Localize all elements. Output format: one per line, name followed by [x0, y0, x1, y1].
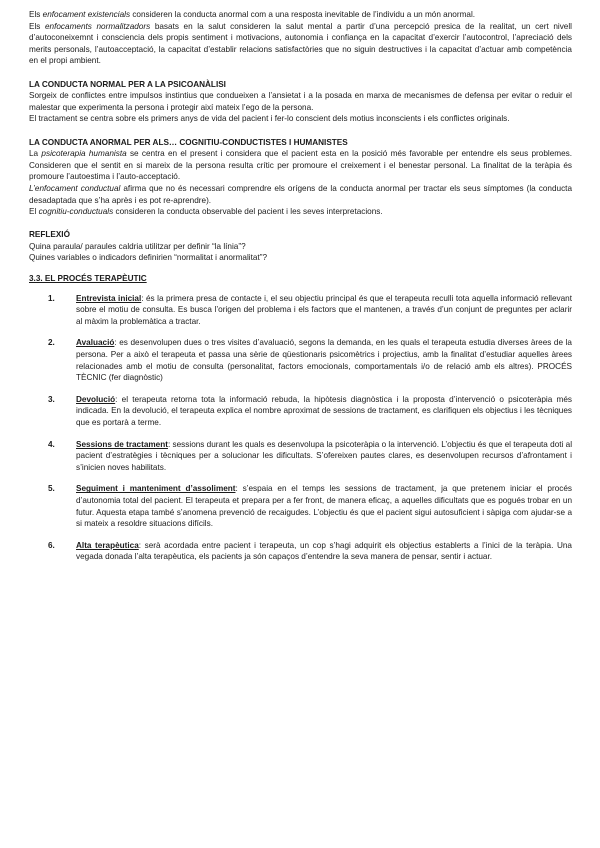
- intro-paragraph-existencials: [29, 9, 572, 21]
- text: La: [29, 149, 42, 159]
- reflexio-question-1: Quina paraula/ paraules caldria utilitzar per definir “la línia”?: [29, 241, 246, 251]
- cog-paragraph-conductual: [29, 183, 572, 206]
- heading-cognitiu: LA CONDUCTA ANORMAL PER ALS… COGNITIU-CONDUCTISTES I HUMANISTES: [29, 137, 348, 147]
- text: consideren la conducta anormal com a una resposta inevitable de l’individu a un món anormal.: [130, 10, 476, 19]
- text: Els: [29, 10, 43, 19]
- step-term: Alta terapèutica: [76, 540, 139, 550]
- step-term: Sessions de tractament: [76, 439, 168, 449]
- psico-paragraph-2: El tractament se centra sobre els primers anys de vida del pacient i fer-lo conscient dels motius inconscients i els conflictes originals.: [29, 114, 510, 124]
- text: consideren la conducta observable del pacient i les seves interpretacions.: [113, 207, 383, 217]
- list-number: 3.: [48, 394, 55, 404]
- text: Els: [29, 21, 45, 31]
- heading-reflexio: REFLEXIÓ: [29, 230, 70, 240]
- text: afirma que no és necessari comprendre els orígens de la conducta anormal per tractar els seus símptomes (la conducta desadaptada que s’ha après i es pot re-aprendre).: [29, 183, 572, 205]
- list-number: 5.: [48, 484, 55, 494]
- cog-paragraph-humanista: [29, 148, 572, 183]
- section-title: 3.3. EL PROCÉS TERAPÈUTIC: [29, 274, 147, 284]
- text: basats en la salut consideren la salut mental a partir d’una percepció presica de la realitat, un cert nivell d’autoconeixemnt i consciencia dels propis sentiment i motivacions, autonomia i confiança en la capacitat d’exercir l’autocontrol, l’apreciació dels merits personals, l’autoacceptació, la capacitat d’establir relacions satisfactòries que no siguin destructives i la capacitat d’actuar amb competència en el propi ambient.: [29, 21, 572, 66]
- reflexio-question-2: Quines variables o indicadors definirien “normalitat i anormalitat”?: [29, 253, 268, 263]
- term-normalitzadors: enfocaments normalitzadors: [45, 21, 151, 31]
- step-text: : és la primera presa de contacte i, el seu objectiu principal és que el terapeuta reculli tota aquella informació rellevant sobre el motiu de consulta. Es busca l’origen del problema i els factors que el mantenen, a través d’un conjunt de preguntes per aclarir al màxim la problemàtica a tractar.: [76, 293, 572, 326]
- step-term: Devolució: [76, 394, 116, 404]
- term-existencials: enfocament existencials: [42, 10, 131, 19]
- list-number: 4.: [48, 439, 55, 449]
- list-item: [29, 540, 572, 563]
- list-item: [29, 439, 572, 474]
- term-humanista: psicoterapia humanista: [41, 149, 127, 159]
- list-number: 1.: [48, 293, 55, 303]
- term-conductual: L’enfocament conductual: [29, 183, 121, 193]
- list-item: [29, 394, 572, 429]
- step-text: : el terapeuta retorna tota la informació rebuda, la hipòtesis diagnòstica i la proposta d’intervenció o psicoteràpia més indicada. En la devolució, el terapeuta explica el nombre aproximat de sessions de tractament, es clarifiquen els objectius i les tècniques que es portarà a terme.: [76, 394, 572, 427]
- list-number: 6.: [48, 540, 55, 550]
- list-item: [29, 293, 572, 328]
- step-term: Entrevista inicial: [76, 293, 142, 303]
- list-item: [29, 337, 572, 383]
- list-number: 2.: [48, 338, 55, 348]
- text: se centra en el present i considera que el pacient esta en la posició més favorable per entendre els seus problemes. Consideren que el sentit en si mareix de la persona resulta crític per promoure el creixement i el benestar personal. La finalitat de la teràpia és promoure l’autoestima i l’auto-acceptació.: [29, 149, 572, 182]
- heading-psicoanalisi: LA CONDUCTA NORMAL PER A LA PSICOANÀLISI: [29, 79, 226, 89]
- cog-paragraph-cognitiu: [29, 206, 572, 218]
- step-text: : s’espaia en el temps les sessions de tractament, ja que pretenem iniciar el procés d’autonomia total del pacient. El terapeuta et prepara per a fer front, de manera eficaç, a aquelles dificultats que es pogués trobar en un futur. Aquesta etapa també s’anomena prevenció de recaigudes. L’objectiu és que el pacient sigui autosuficient i sàpiga com ajudar-se a si mateix a resoldre situacions difícils.: [76, 484, 572, 529]
- step-term: Seguiment i manteniment d’assoliment: [76, 484, 236, 494]
- step-term: Avaluació: [76, 338, 115, 348]
- psico-paragraph-1: Sorgeix de conflictes entre impulsos instintius que condueixen a l’ansietat i a la posada en marxa de mecanismes de defensa per evitar o reduir el malestar que experimenta la persona i protegir així mateix l’ego de la persona.: [29, 91, 572, 112]
- intro-paragraph-normalitzadors: [29, 21, 572, 67]
- step-text: : serà acordada entre pacient i terapeuta, un cop s’hagi adquirit els objectius establerts a l’inici de la teràpia. Una vegada donada l’alta terapèutica, els pacients ja són capaços d’entendre la seva manera de pensar, sentir i actuar.: [76, 540, 572, 562]
- term-cognitiu: cognitiu-conductuals: [38, 207, 114, 217]
- process-steps-list: [29, 293, 572, 563]
- step-text: : sessions durant les quals es desenvolupa la psicoteràpia o la intervenció. L’objectiu és que el terapeuta doti al pacient d’estratègies i tècniques per a solucionar les dificultats. S’ofereixen pautes clares, es desenvolupen recursos d’afrontament i s’inicien noves habilitats.: [76, 439, 573, 472]
- text: El: [29, 207, 39, 217]
- list-item: [29, 483, 572, 529]
- step-text: : es desenvolupen dues o tres visites d’avaluació, segons la demanda, en les quals el terapeuta estudia diverses àrees de la persona. Per a això el terapeuta et passa una sèrie de qüestionaris psicomètrics i projectius, amb la finalitat d’estudiar aquelles àrees relacionades amb el motiu de consulta (personalitat, factors emocionals, comportamentals i/o de relació amb els altres). PROCÉS TÈCNIC (fer diagnòstic): [76, 338, 572, 383]
